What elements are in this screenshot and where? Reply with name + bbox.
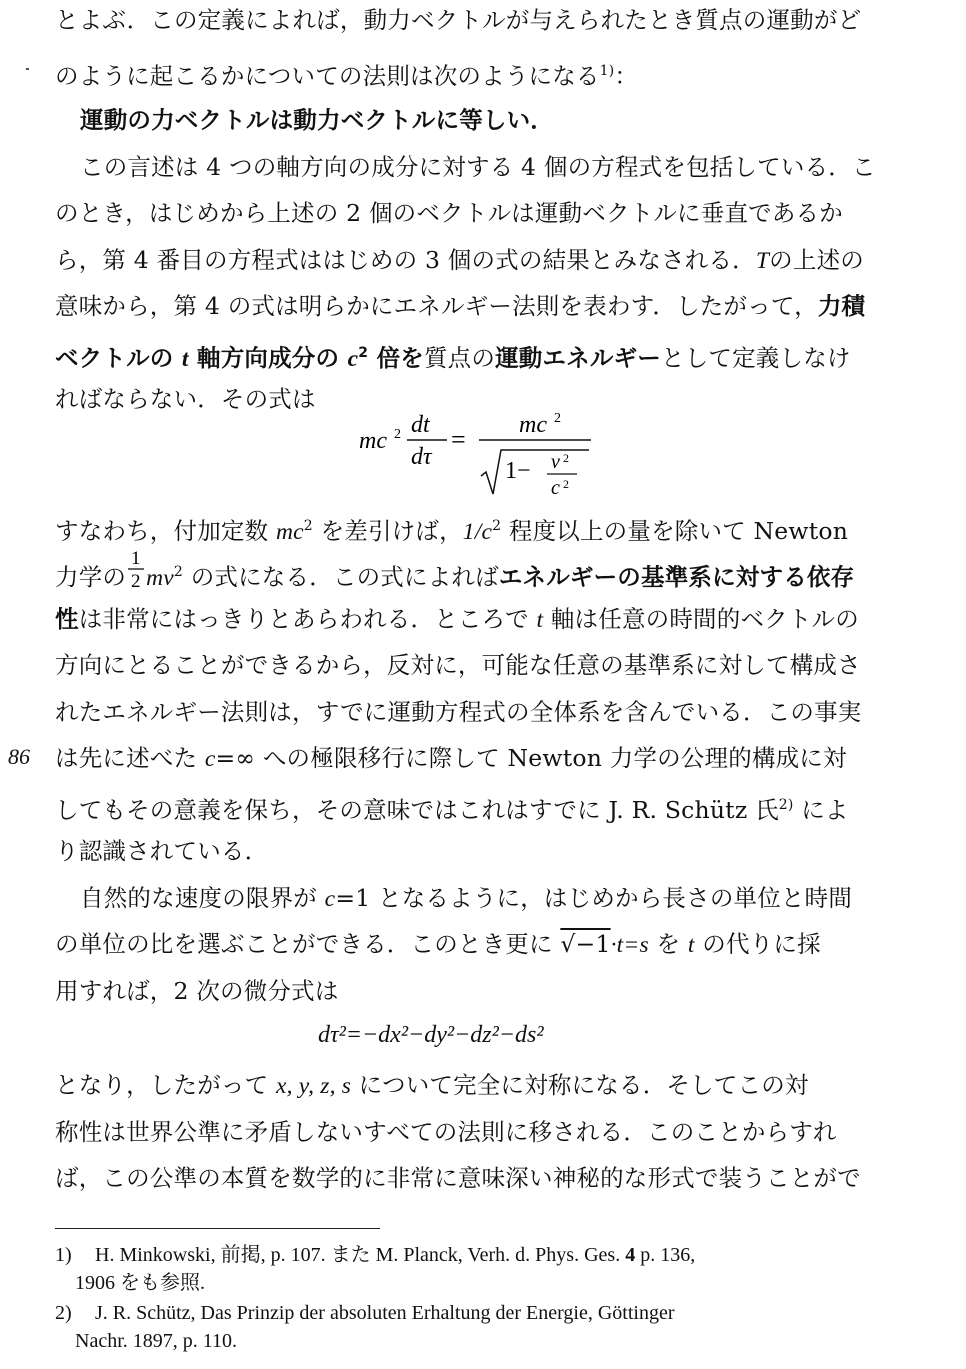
text-span: は非常にはっきりとあらわれる．ところで	[78, 605, 537, 633]
text-line	[55, 512, 905, 546]
page-number: 86	[8, 744, 30, 769]
text-span: り認識されている．	[55, 837, 269, 865]
text-span: ば，この公準の本質を数学的に非常に意味深い神秘的な形式で装うことがで	[55, 1164, 861, 1192]
eq1-den: dτ	[411, 444, 432, 470]
footnote-1-cont: 1906 をも参照.	[75, 1272, 205, 1294]
text-span: 程度以上の量を除いて Newton	[501, 517, 849, 545]
text-span: を差引けば，	[312, 517, 463, 545]
eq1-v: v	[551, 451, 560, 473]
eq1-v-sq: 2	[563, 451, 569, 465]
text-line	[55, 930, 905, 959]
sqrt-sign	[481, 450, 589, 494]
eq1-one-minus: 1−	[505, 458, 531, 484]
math-symbol: c	[347, 346, 359, 372]
text-line	[55, 605, 905, 634]
footnote-2-cont: Nachr. 1897, p. 110.	[75, 1330, 238, 1352]
text-line	[55, 1071, 905, 1100]
text-span: =1 となるように，はじめから長さの単位と時間	[335, 884, 853, 912]
math-symbol: c	[324, 886, 336, 912]
text-span: は先に述べた	[55, 744, 205, 772]
text-line	[55, 1164, 905, 1192]
text-span: ：	[614, 62, 639, 90]
eq1-sup: 2	[394, 427, 401, 442]
text-line	[55, 292, 905, 320]
half-num: 1	[131, 548, 141, 569]
bold-term: 軸方向成分の	[188, 344, 348, 372]
math-symbol: t	[536, 607, 544, 633]
text-span: 称性は世界公準に矛盾しないすべての法則に移される．このことからすれ	[55, 1118, 837, 1146]
bold-term: 性	[55, 605, 79, 633]
text-span: 質点の	[423, 344, 496, 372]
text-line	[55, 837, 905, 865]
text-span: 軸は任意の時間的ベクトルの	[543, 605, 859, 633]
footnote-1	[55, 1242, 915, 1268]
footnote-bold: 4	[625, 1244, 636, 1266]
eq1-equals: =	[451, 425, 466, 454]
text-span: 用すれば，2 次の微分式は	[55, 977, 339, 1005]
math-symbol: 1/c	[462, 519, 493, 545]
text-span: とよぶ．この定義によれば，動力ベクトルが与えられたとき質点の運動がど	[55, 6, 862, 34]
footnote-text: p. 136,	[635, 1244, 696, 1266]
bold-term: ベクトルの	[55, 344, 182, 372]
math-exponent: 2	[303, 518, 313, 534]
math-symbol: x, y, z, s	[275, 1073, 352, 1099]
text-span: ればならない．その式は	[55, 385, 316, 413]
text-span: によ	[793, 796, 849, 824]
text-line	[55, 548, 905, 592]
footnote-ref: 1)	[599, 63, 615, 79]
half-fraction	[126, 548, 146, 590]
text-line	[55, 698, 905, 726]
math-exponent: 2	[173, 564, 184, 580]
text-span: のとき，はじめから上述の 2 個のベクトルは運動ベクトルに垂直であるか	[55, 199, 843, 227]
equation-2: dτ²=−dx²−dy²−dz²−ds²	[318, 1022, 544, 1048]
text-span: の代りに採	[694, 930, 821, 958]
text-span: 自然的な速度の限界が	[80, 884, 325, 912]
half-den: 2	[131, 571, 141, 590]
text-line	[55, 339, 905, 373]
math-symbol: c	[204, 746, 216, 772]
eq1-c-sq: 2	[563, 477, 569, 491]
footnote-number: 2)	[55, 1302, 72, 1324]
text-line	[55, 1118, 905, 1146]
text-span: のように起こるかについての法則は次のようになる	[55, 62, 600, 90]
eq1-rhs-sup: 2	[554, 411, 561, 426]
bold-term: 力積	[817, 292, 866, 320]
text-line	[55, 651, 905, 679]
math-symbol: mv	[146, 565, 174, 591]
math-symbol: ·t=s	[610, 932, 649, 958]
text-span: この言述は 4 つの軸方向の成分に対する 4 個の方程式を包括している．こ	[80, 153, 876, 181]
text-span: として定義しなけ	[661, 344, 851, 372]
text-span: してもその意義を保ち，その意味ではこれはすでに J. R. Schütz 氏	[55, 796, 779, 824]
eq1-num: dt	[411, 412, 430, 438]
text-line	[55, 57, 905, 90]
equation-1-svg	[355, 408, 605, 500]
bold-term: 運動エネルギー	[495, 344, 661, 372]
text-span: を	[648, 930, 688, 958]
eq1-c: c	[551, 477, 560, 499]
law-statement	[80, 106, 905, 134]
footnote-ref: 2)	[778, 797, 794, 813]
footnote-2	[55, 1300, 915, 1326]
eq1-lhs: mc	[359, 428, 387, 454]
text-span: すなわち，付加定数	[55, 517, 276, 545]
text-line	[55, 977, 905, 1005]
text-line	[80, 884, 905, 913]
text-line	[80, 153, 905, 181]
text-line	[55, 791, 905, 824]
math-symbol: t	[181, 346, 189, 372]
math-exponent: 2	[492, 518, 502, 534]
text-span: 意味から，第 4 の式は明らかにエネルギー法則を表わす．したがって，	[55, 292, 818, 320]
text-span: について完全に対称になる．そしてこの対	[351, 1071, 809, 1099]
text-line	[55, 246, 905, 275]
equation-1	[355, 408, 605, 504]
text-line	[55, 199, 905, 227]
text-span: れたエネルギー法則は，すでに運動方程式の全体系を含んでいる．この事実	[55, 698, 862, 726]
text-span: の上述の	[769, 246, 864, 274]
text-span: 運動の力ベクトルは動力ベクトルに等しい．	[80, 106, 554, 134]
math-symbol: T	[755, 248, 770, 274]
footnote-text: H. Minkowski, 前掲, p. 107. また M. Planck, Verh. d. Phys. Ges.	[95, 1244, 626, 1266]
half-fraction-svg	[126, 546, 146, 590]
text-span: となり，したがって	[55, 1071, 276, 1099]
math-symbol: mc	[275, 519, 304, 545]
text-line	[55, 744, 905, 773]
footnote-text: J. R. Schütz, Das Prinzip der absoluten Erhaltung der Energie, Göttinger	[95, 1302, 675, 1324]
footnote-number: 1)	[55, 1244, 72, 1266]
bold-term: 倍を	[368, 344, 424, 372]
text-span: ら，第 4 番目の方程式ははじめの 3 個の式の結果とみなされる．	[55, 246, 756, 274]
margin-mark	[26, 68, 29, 70]
bold-term: エネルギーの基準系に対する依存	[498, 563, 855, 591]
eq1-rhs-num: mc	[519, 412, 547, 438]
math-sqrt: √−1	[560, 930, 611, 958]
text-span: =∞ への極限移行に際して Newton 力学の公理的構成に対	[215, 744, 847, 772]
math-exponent: 2	[358, 345, 369, 361]
text-line	[55, 6, 905, 34]
math-symbol: t	[687, 932, 695, 958]
text-span: 力学の	[55, 563, 127, 591]
text-span: 方向にとることができるから，反対に，可能な任意の基準系に対して構成さ	[55, 651, 861, 679]
text-span: の単位の比を選ぶことができる．このとき更に	[55, 930, 561, 958]
footnote-rule	[55, 1228, 380, 1229]
text-span: の式になる．この式によれば	[183, 563, 499, 591]
